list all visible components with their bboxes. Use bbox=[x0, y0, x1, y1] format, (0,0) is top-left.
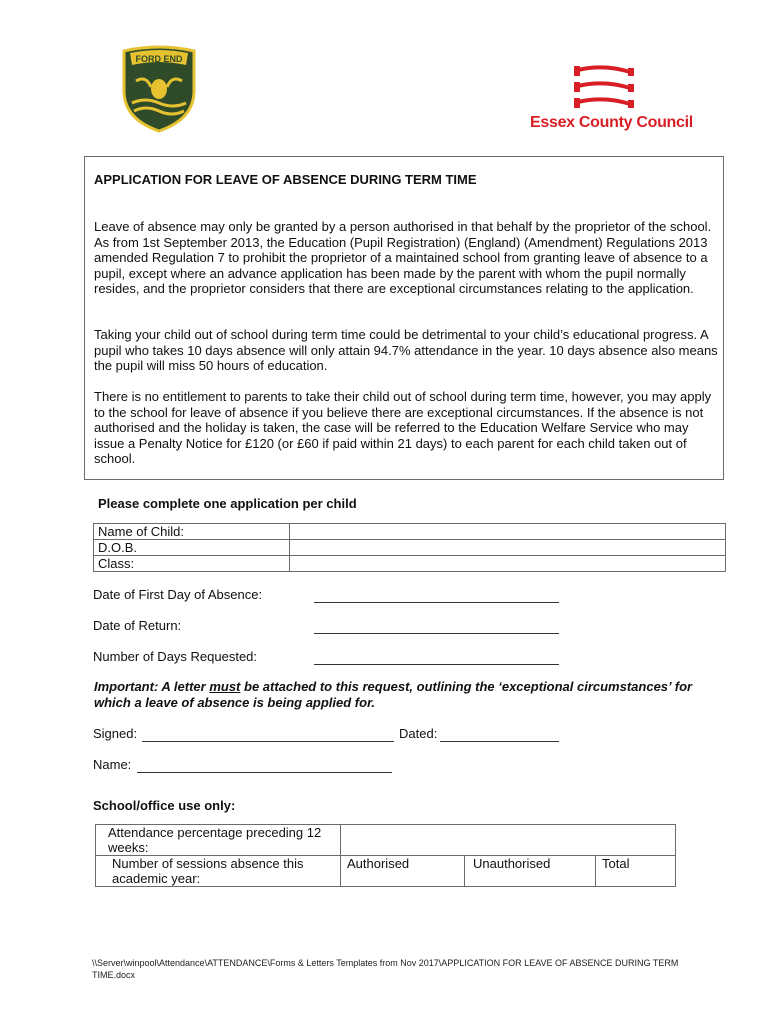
intro-paragraph-2: Taking your child out of school during term time could be detrimental to your child’s educational progress. A pupil who takes 10 days absence will only attain 94.7% attendance in the year. 10 days absence also means the pupil will miss 50 hours of education. bbox=[94, 327, 718, 373]
class-field[interactable] bbox=[290, 556, 726, 572]
dated-field[interactable] bbox=[440, 727, 559, 742]
school-crest-logo bbox=[120, 45, 198, 133]
table-row bbox=[94, 524, 726, 540]
first-day-field[interactable] bbox=[314, 588, 559, 603]
child-name-field[interactable] bbox=[290, 524, 726, 540]
total-cell[interactable]: Total bbox=[596, 856, 676, 887]
file-path-footer: \\Server\winpool\Attendance\ATTENDANCE\Forms & Letters Templates from Nov 2017\APPLICATION FOR LEAVE OF ABSENCE DURING TERM TIME.docx bbox=[92, 958, 679, 980]
table-row bbox=[96, 856, 676, 887]
form-instruction: Please complete one application per child bbox=[98, 496, 357, 511]
intro-paragraph-1: Leave of absence may only be granted by a person authorised in that behalf by the proprietor of the school. As from 1st September 2013, the Education (Pupil Registration) (England) (Amendment) Regulations 2013 amended Regulation 7 to prohibit the proprietor of a maintained school from granting leave of absence to a pupil, except where an advance application has been made by the parent with whom the pupil normally resides, and the proprietor considers that there are exceptional circumstances relating to the application. bbox=[94, 219, 712, 296]
days-requested-field[interactable] bbox=[314, 650, 559, 665]
name-label: Name: bbox=[93, 757, 132, 772]
important-notice bbox=[94, 679, 714, 711]
important-prefix: Important: A letter bbox=[94, 679, 210, 694]
table-row bbox=[96, 825, 676, 856]
return-date-field[interactable] bbox=[314, 619, 559, 634]
days-requested-label: Number of Days Requested: bbox=[93, 649, 258, 664]
signed-label: Signed: bbox=[93, 726, 138, 741]
name-field[interactable] bbox=[137, 758, 392, 773]
intro-paragraph-3: There is no entitlement to parents to take their child out of school during term time, however, you may apply to the school for leave of absence if you believe there are exceptional circumstances. If the absence is not authorised and the holiday is taken, the case will be referred to the Education Welfare Service who may issue a Penalty Notice for £120 (or £60 if paid within 21 days) to each parent for each child taken out of school. bbox=[94, 389, 712, 466]
first-day-label: Date of First Day of Absence: bbox=[93, 587, 263, 602]
important-suffix: be attached to this request, outlining the ‘exceptional circumstances’ for which a leave of absence is being applied for. bbox=[94, 679, 693, 710]
dated-label: Dated: bbox=[399, 726, 438, 741]
signature-field[interactable] bbox=[142, 727, 394, 742]
council-name: Essex County Council bbox=[530, 114, 693, 131]
attendance-percentage-field[interactable] bbox=[341, 825, 676, 856]
page-title: APPLICATION FOR LEAVE OF ABSENCE DURING TERM TIME bbox=[94, 172, 477, 187]
dob-field[interactable] bbox=[290, 540, 726, 556]
table-row bbox=[94, 540, 726, 556]
authorised-cell[interactable]: Authorised bbox=[341, 856, 465, 887]
attendance-percentage-label: Attendance percentage preceding 12 weeks: bbox=[96, 825, 341, 856]
important-must: must bbox=[209, 679, 241, 694]
class-label: Class: bbox=[94, 556, 290, 572]
child-name-label: Name of Child: bbox=[94, 524, 290, 540]
office-use-heading: School/office use only: bbox=[93, 798, 236, 813]
seaxes-icon bbox=[572, 62, 638, 114]
sessions-absence-label: Number of sessions absence this academic year: bbox=[96, 856, 341, 887]
dob-label: D.O.B. bbox=[94, 540, 290, 556]
office-use-table bbox=[95, 824, 676, 887]
essex-county-council-logo bbox=[530, 62, 693, 137]
crest-text: FORD END bbox=[135, 54, 183, 64]
table-row bbox=[94, 556, 726, 572]
return-date-label: Date of Return: bbox=[93, 618, 182, 633]
unauthorised-cell[interactable]: Unauthorised bbox=[465, 856, 596, 887]
child-details-table bbox=[93, 523, 726, 572]
